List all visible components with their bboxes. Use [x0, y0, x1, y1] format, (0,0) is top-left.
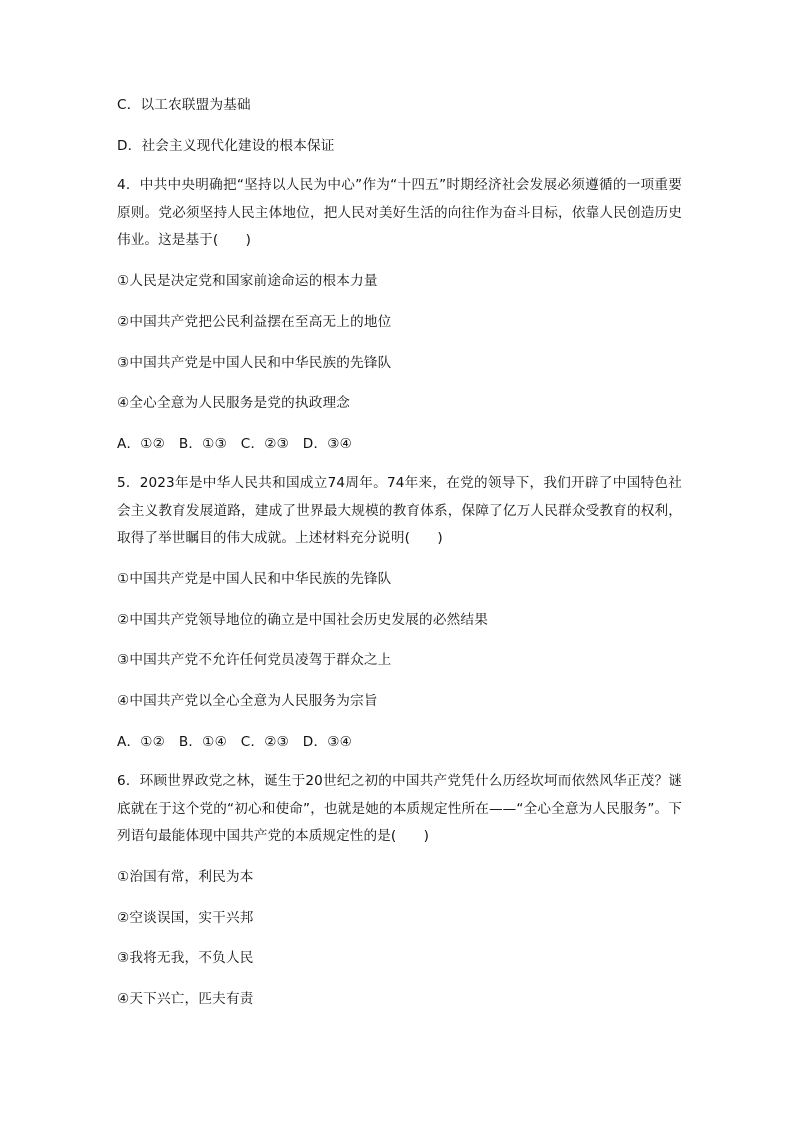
question-4-item-2: ②中国共产党把公民利益摆在至高无上的地位 [117, 314, 392, 330]
question-5-item-2: ②中国共产党领导地位的确立是中国社会历史发展的必然结果 [117, 612, 489, 628]
question-5-stem: 5．2023年是中华人民共和国成立74周年。74年来，在党的领导下，我们开辟了中国特色社会主义教育发展道路，建成了世界最大规模的教育体系，保障了亿万人民群众受教育的权利，取得了举世瞩目的伟大成就。上述材料充分说明( ) [117, 475, 682, 546]
question-6-item-1: ①治国有常，利民为本 [117, 869, 254, 885]
question-6-item-2: ②空谈误国，实干兴邦 [117, 910, 254, 926]
question-4-stem: 4．中共中央明确把“坚持以人民为中心”作为“十四五”时期经济社会发展必须遵循的一项重要原则。党必须坚持人民主体地位，把人民对美好生活的向往作为奋斗目标，依靠人民创造历史伟业。这是基于( ) [117, 177, 682, 248]
question-6-item-4: ④天下兴亡，匹夫有责 [117, 991, 254, 1007]
question-6-stem: 6．环顾世界政党之林，诞生于20世纪之初的中国共产党凭什么历经坎坷而依然风华正茂？谜底就在于这个党的“初心和使命”，也就是她的本质规定性所在——“全心全意为人民服务”。下列语句最能体现中国共产党的本质规定性的是( ) [117, 773, 682, 844]
question-4-answer-options: A．①② B．①③ C．②③ D．③④ [117, 436, 353, 452]
question-5-answer-options: A．①② B．①④ C．②③ D．③④ [117, 734, 353, 750]
question-6-item-3: ③我将无我，不负人民 [117, 950, 254, 966]
option-d: D．社会主义现代化建设的根本保证 [117, 138, 335, 154]
question-5-item-4: ④中国共产党以全心全意为人民服务为宗旨 [117, 693, 378, 709]
option-c: C．以工农联盟为基础 [117, 97, 251, 113]
question-4-item-1: ①人民是决定党和国家前途命运的根本力量 [117, 273, 378, 289]
question-4-item-4: ④全心全意为人民服务是党的执政理念 [117, 395, 351, 411]
question-5-item-3: ③中国共产党不允许任何党员凌驾于群众之上 [117, 652, 392, 668]
question-4-item-3: ③中国共产党是中国人民和中华民族的先锋队 [117, 355, 392, 371]
question-5-item-1: ①中国共产党是中国人民和中华民族的先锋队 [117, 571, 392, 587]
